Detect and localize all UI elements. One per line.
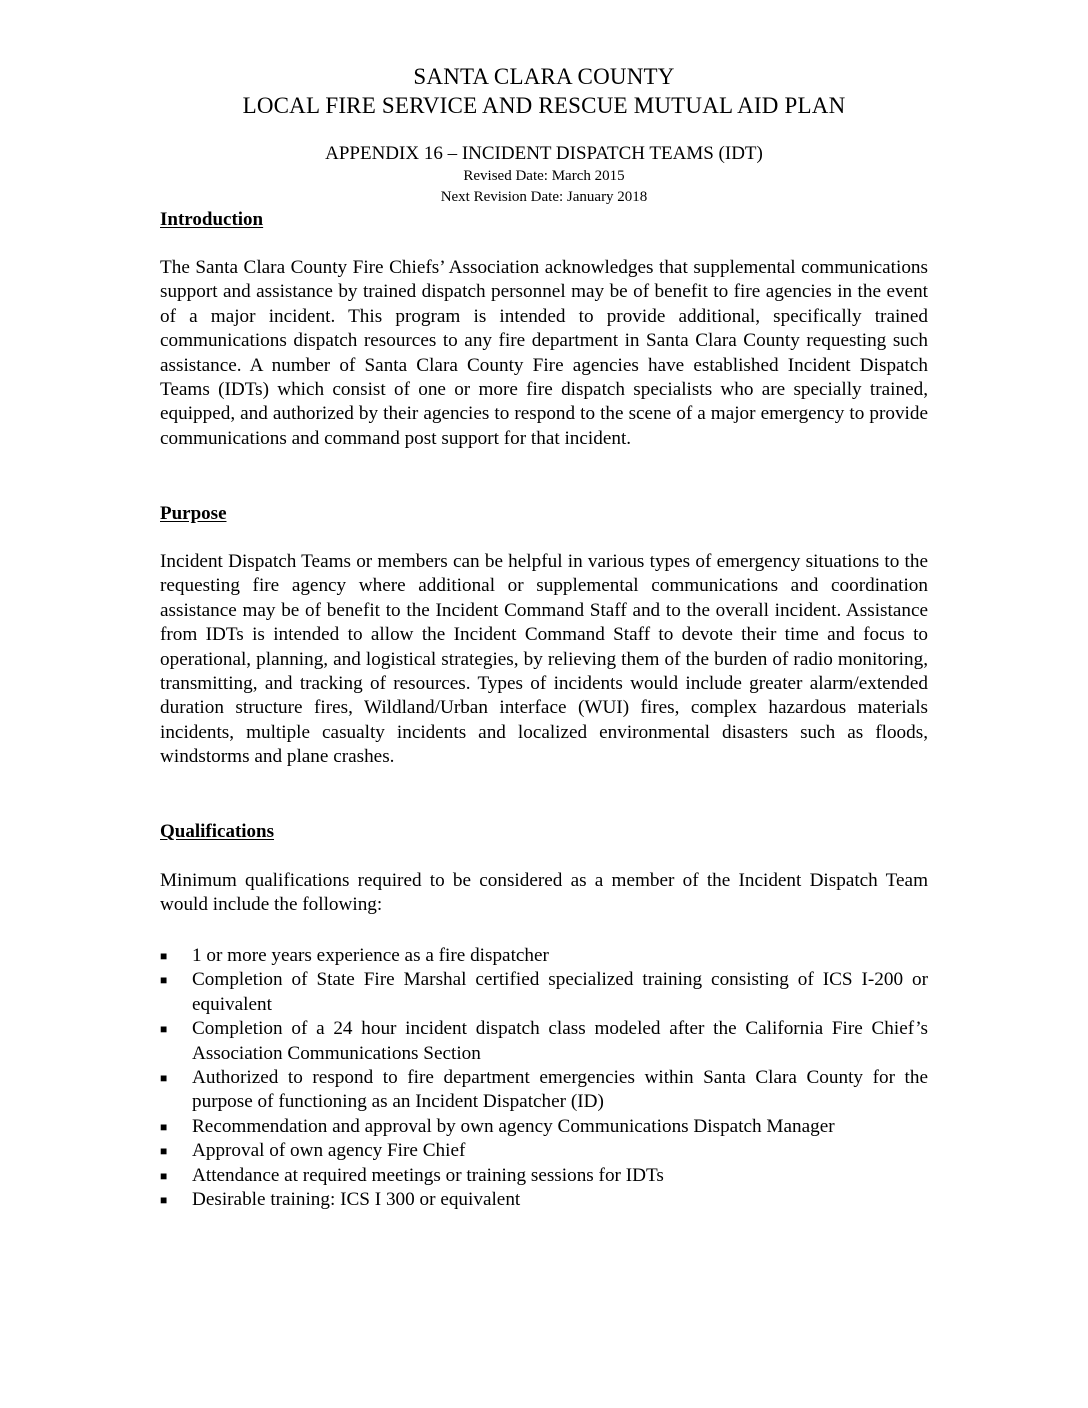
list-item-text: Completion of State Fire Marshal certified specialized training consisting of ICS I-200 or equivalent	[192, 969, 928, 1015]
square-bullet-icon: ■	[160, 1144, 168, 1159]
county-title: SANTA CLARA COUNTY	[413, 64, 675, 89]
list-item	[160, 1164, 928, 1188]
introduction-heading: Introduction	[160, 209, 264, 230]
square-bullet-icon: ■	[160, 1193, 168, 1208]
list-item	[160, 1139, 928, 1163]
document-header	[160, 62, 928, 205]
introduction-paragraph: The Santa Clara County Fire Chiefs’ Association acknowledges that supplemental communications support and assistance by trained dispatch personnel may be of benefit to fire agencies in the event of a major incident. This program is intended to provide additional, specifically trained communications dispatch resources to any fire department in Santa Clara County requesting such assistance. A number of Santa Clara County Fire agencies have established Incident Dispatch Teams (IDTs) which consist of one or more fire dispatch specialists who are specially trained, equipped, and authorized by their agencies to respond to the scene of a major emergency to provide communications and command post support for that incident.	[160, 257, 928, 449]
list-item-text: Approval of own agency Fire Chief	[192, 1140, 466, 1162]
plan-title: LOCAL FIRE SERVICE AND RESCUE MUTUAL AID PLAN	[242, 93, 846, 118]
square-bullet-icon: ■	[160, 1071, 168, 1086]
square-bullet-icon: ■	[160, 1119, 168, 1134]
list-item	[160, 1066, 928, 1115]
list-item-text: Authorized to respond to fire department emergencies within Santa Clara County for the purpose of functioning as an Incident Dispatcher (ID)	[192, 1067, 928, 1113]
revised-date: Revised Date: March 2015	[463, 168, 625, 184]
qualifications-list	[160, 944, 928, 1212]
list-item-text: Completion of a 24 hour incident dispatch class modeled after the California Fire Chief’s Association Communications Section	[192, 1018, 928, 1064]
purpose-paragraph: Incident Dispatch Teams or members can be helpful in various types of emergency situations to the requesting fire agency where additional or supplemental communications and coordination assistance may be of benefit to the Incident Command Staff and to the overall incident. Assistance from IDTs is intended to allow the Incident Command Staff to devote their time and focus to operational, planning, and logistical strategies, by relieving them of the burden of radio monitoring, transmitting, and tracking of resources. Types of incidents would include greater alarm/extended duration structure fires, Wildland/Urban interface (WUI) fires, complex hazardous materials incidents, multiple casualty incidents and localized environmental disasters such as floods, windstorms and plane crashes.	[160, 551, 928, 768]
list-item-text: Attendance at required meetings or training sessions for IDTs	[192, 1164, 664, 1186]
square-bullet-icon: ■	[160, 1168, 168, 1183]
purpose-heading: Purpose	[160, 503, 227, 524]
square-bullet-icon: ■	[160, 949, 168, 963]
list-item-text: 1 or more years experience as a fire dispatcher	[192, 945, 549, 966]
list-item	[160, 968, 928, 1017]
list-item	[160, 1188, 928, 1212]
list-item-text: Recommendation and approval by own agency Communications Dispatch Manager	[192, 1115, 835, 1137]
square-bullet-icon: ■	[160, 973, 168, 988]
list-item-text: Desirable training: ICS I 300 or equivalent	[192, 1189, 521, 1211]
qualifications-intro: Minimum qualifications required to be considered as a member of the Incident Dispatch Team would include the following:	[160, 870, 928, 916]
next-revision-date: Next Revision Date: January 2018	[440, 189, 648, 205]
appendix-title: APPENDIX 16 – INCIDENT DISPATCH TEAMS (IDT)	[325, 143, 763, 164]
square-bullet-icon: ■	[160, 1022, 168, 1037]
list-item	[160, 1115, 928, 1139]
qualifications-heading: Qualifications	[160, 821, 275, 842]
list-item	[160, 1017, 928, 1066]
list-item	[160, 944, 928, 968]
